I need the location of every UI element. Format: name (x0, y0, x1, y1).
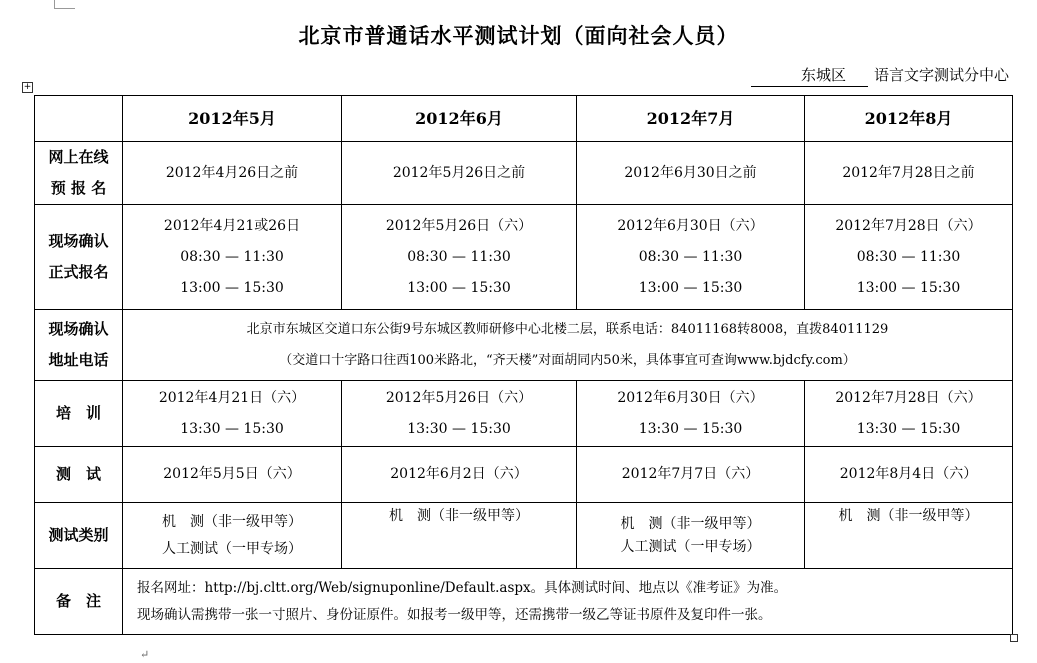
address-line: 北京市东城区交道口东公街9号东城区教师研修中心北楼二层，联系电话：84011168转8008，直拨84011129 (246, 322, 889, 337)
row-label-training: 培 训 (35, 381, 123, 447)
test-cell: 2012年8月4日（六） (805, 447, 1013, 503)
label-line: 地址电话 (48, 351, 109, 369)
district-name: 东城区 (751, 64, 868, 87)
notes-row (35, 569, 1013, 635)
header-corner-cell (35, 96, 123, 142)
label-line: 正式报名 (48, 263, 109, 281)
month-header: 2012年7月 (577, 96, 805, 142)
test-types-row (35, 503, 1013, 569)
online-prereg-row (35, 142, 1013, 205)
row-label-test: 测 试 (35, 447, 123, 503)
online-cell: 2012年7月28日之前 (805, 142, 1013, 205)
notes-url-line: 报名网址：http://bj.cltt.org/Web/signuponline/Default.aspx。具体测试时间、地点以《准考证》为准。 (137, 579, 788, 596)
training-time: 13:30 — 15:30 (180, 420, 284, 437)
onsite-time: 13:00 — 15:30 (856, 279, 961, 296)
training-cell (805, 381, 1013, 447)
training-date: 2012年5月26日（六） (385, 389, 533, 406)
table-move-handle-icon[interactable]: + (23, 82, 32, 92)
label-line: 网上在线 (48, 148, 109, 166)
online-cell: 2012年4月26日之前 (123, 142, 342, 205)
notes-cell (123, 569, 1013, 635)
onsite-cell (805, 205, 1013, 310)
row-label-online (35, 142, 123, 205)
month-header: 2012年5月 (123, 96, 342, 142)
center-name: 语言文字测试分中心 (873, 66, 1009, 84)
address-directions: （交道口十字路口往西100米路北，“齐天楼”对面胡同内50米，具体事宜可查询www.bjdcfy.com） (279, 353, 856, 368)
table-resize-handle-icon[interactable] (1010, 634, 1018, 642)
training-cell (342, 381, 577, 447)
online-cell: 2012年5月26日之前 (342, 142, 577, 205)
onsite-time: 13:00 — 15:30 (407, 279, 511, 296)
onsite-cell (342, 205, 577, 310)
test-cell: 2012年5月5日（六） (123, 447, 342, 503)
training-row (35, 381, 1013, 447)
types-cell (123, 503, 342, 569)
type-line: 机 测（非一级甲等） (162, 513, 302, 530)
schedule-table (34, 95, 1013, 635)
onsite-time: 13:00 — 15:30 (638, 279, 743, 296)
label-line: 预 报 名 (50, 179, 107, 197)
row-label-notes: 备 注 (35, 569, 123, 635)
month-header: 2012年8月 (805, 96, 1013, 142)
onsite-registration-row (35, 205, 1013, 310)
training-time: 13:30 — 15:30 (407, 420, 511, 437)
onsite-cell (123, 205, 342, 310)
test-cell: 2012年6月2日（六） (342, 447, 577, 503)
notes-requirements-line: 现场确认需携带一张一寸照片、身份证原件。如报考一级甲等，还需携带一级乙等证书原件及复印件一张。 (137, 606, 772, 623)
onsite-date: 2012年7月28日（六） (835, 217, 982, 234)
training-cell (123, 381, 342, 447)
label-line: 现场确认 (48, 232, 109, 250)
types-cell (805, 503, 1013, 569)
types-cell (342, 503, 577, 569)
training-time: 13:30 — 15:30 (638, 420, 743, 437)
type-line: 机 测（非一级甲等） (838, 508, 979, 524)
onsite-time: 08:30 — 11:30 (180, 248, 284, 265)
row-label-address (35, 310, 123, 381)
training-date: 2012年4月21日（六） (158, 389, 306, 406)
onsite-time: 08:30 — 11:30 (856, 248, 961, 265)
test-cell: 2012年7月7日（六） (577, 447, 805, 503)
training-cell (577, 381, 805, 447)
training-date: 2012年6月30日（六） (617, 389, 764, 406)
onsite-time: 08:30 — 11:30 (407, 248, 511, 265)
label-line: 现场确认 (48, 320, 109, 338)
types-cell (577, 503, 805, 569)
address-cell (123, 310, 1013, 381)
page-corner-mark (54, 0, 75, 9)
training-date: 2012年7月28日（六） (835, 389, 982, 406)
month-header: 2012年6月 (342, 96, 577, 142)
page-title: 北京市普通话水平测试计划（面向社会人员） (298, 23, 739, 48)
onsite-time: 13:00 — 15:30 (180, 279, 284, 296)
type-line: 人工测试（一甲专场） (620, 538, 761, 555)
header-row (35, 96, 1013, 142)
onsite-date: 2012年6月30日（六） (617, 217, 764, 234)
row-label-types: 测试类别 (35, 503, 123, 569)
training-time: 13:30 — 15:30 (856, 420, 961, 437)
type-line: 机 测（非一级甲等） (620, 515, 761, 532)
onsite-cell (577, 205, 805, 310)
onsite-date: 2012年4月21或26日 (163, 217, 301, 234)
subtitle (751, 64, 1009, 87)
paragraph-mark-icon: ↵ (140, 648, 150, 661)
onsite-date: 2012年5月26日（六） (385, 217, 533, 234)
type-line: 人工测试（一甲专场） (162, 540, 302, 557)
row-label-onsite (35, 205, 123, 310)
onsite-time: 08:30 — 11:30 (638, 248, 743, 265)
online-cell: 2012年6月30日之前 (577, 142, 805, 205)
address-row (35, 310, 1013, 381)
test-row (35, 447, 1013, 503)
type-line: 机 测（非一级甲等） (389, 508, 529, 524)
